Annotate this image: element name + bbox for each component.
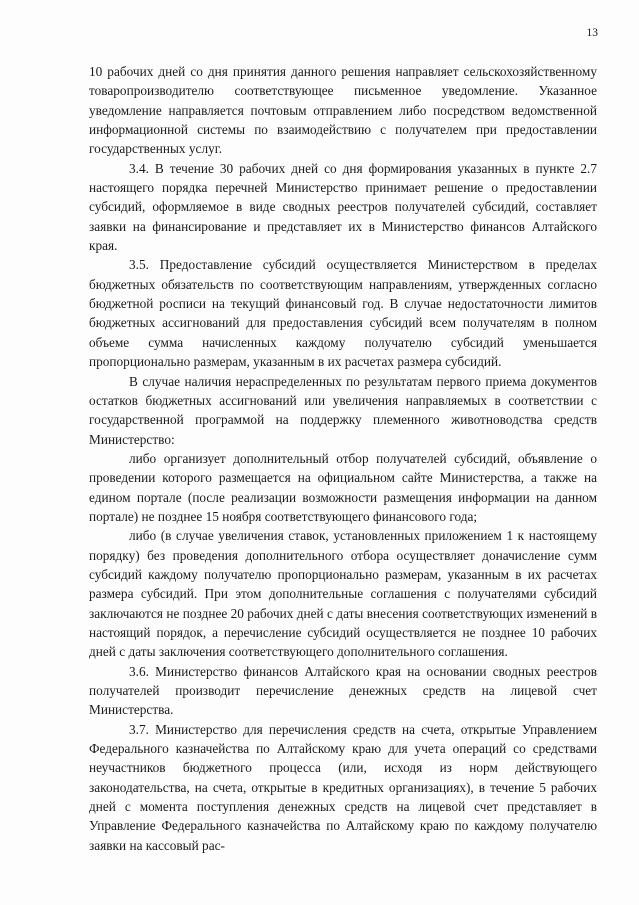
paragraph-continuation: 10 рабочих дней со дня принятия данного решения направляет сельскохозяйственному товаропроизводителю соответствующее письменное уведомление. Указанное уведомление направляется почтовым отправлением либо посредством ведомственной информационной системы по взаимодействию с получателем при предоставлении государственных услуг.: [89, 64, 597, 157]
paragraph-3-4: 3.4. В течение 30 рабочих дней со дня формирования указанных в пункте 2.7 настоящего порядка перечней Министерство принимает решение о предоставлении субсидий, оформляемое в виде сводных реестров получателей субсидий, составляет заявки на финансирование и представляет их в Министерство финансов Алтайского края.: [89, 160, 597, 254]
paragraph-option-additional-selection: либо организует дополнительный отбор получателей субсидий, объявление о проведении которого размещается на официальном сайте Министерства, а также на едином портале (после реализации возможности размещения информации на данном портале) не позднее 15 ноября соответствующего финансового года;: [89, 450, 597, 524]
paragraph-3-6: 3.6. Министерство финансов Алтайского края на основании сводных реестров получателей производит перечисление денежных средств на лицевой счет Министерства.: [89, 663, 597, 718]
page-number: 13: [586, 27, 598, 39]
paragraph-3-7: 3.7. Министерство для перечисления средств на счета, открытые Управлением Федерального казначейства по Алтайскому краю для учета операций со средствами неучастников бюджетного процесса (или, исходя из норм действующего законодательства, на счета, открытые в кредитных организациях), в течение 5 рабочих дней с момента поступления денежных средств на лицевой счет представляет в Управление Федерального казначейства по Алтайскому краю по каждому получателю заявки на кассовый рас-: [89, 721, 597, 853]
paragraph-option-additional-accrual: либо (в случае увеличения ставок, установленных приложением 1 к настоящему порядку) без проведения дополнительного отбора осуществляет доначисление сумм субсидий каждому получателю пропорционально размерам, указанным в их расчетах размера субсидий. При этом дополнительные соглашения с получателями субсидий заключаются не позднее 20 рабочих дней с даты внесения соответствующих изменений в настоящий порядок, а перечисление субсидий осуществляется не позднее 10 рабочих дней с даты заключения соответствующего дополнительного соглашения.: [89, 528, 597, 660]
document-body: [89, 62, 597, 855]
paragraph-3-5: 3.5. Предоставление субсидий осуществляется Министерством в пределах бюджетных обязательств по соответствующим направлениям, утвержденных согласно бюджетной росписи на текущий финансовый год. В случае недостаточности лимитов бюджетных ассигнований для предоставления субсидий всем получателям в полном объеме сумма начисленных каждому получателю субсидий уменьшается пропорционально размерам, указанным в их расчетах размера субсидий.: [89, 257, 597, 370]
paragraph-undistributed-funds: В случае наличия нераспределенных по результатам первого приема документов остатков бюджетных ассигнований или увеличения направляемых в соответствии с государственной программой на поддержку племенного животноводства средств Министерство:: [89, 373, 597, 447]
